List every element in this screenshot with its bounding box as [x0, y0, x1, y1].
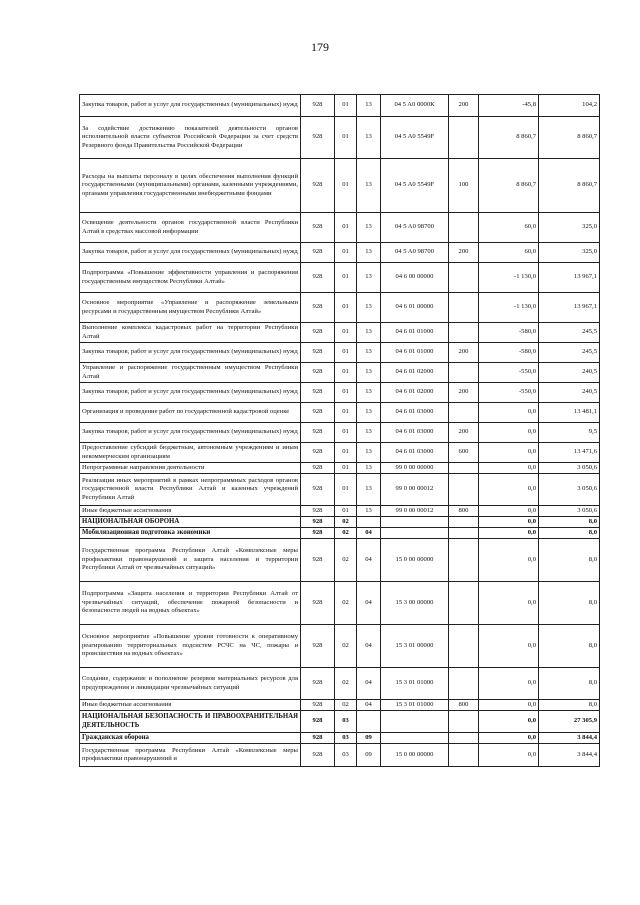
row-ved-code: 928	[301, 243, 335, 263]
row-ved-code: 928	[301, 263, 335, 293]
table-row	[80, 463, 600, 474]
row-name: Реализация иных мероприятий в рамках непрограммных расходов органов государственной власти Республики Алтай и казенных учреждений Республики Алтай	[80, 474, 301, 506]
row-subsection-code: 13	[357, 213, 381, 243]
row-subsection-code: 09	[357, 744, 381, 767]
row-section-code: 01	[335, 117, 357, 159]
row-ved-code: 928	[301, 528, 335, 539]
row-expense-type-code	[449, 293, 479, 323]
row-total-amount: 13 967,1	[539, 293, 600, 323]
row-subsection-code: 13	[357, 506, 381, 517]
row-section-code: 01	[335, 159, 357, 213]
row-change-amount: 0,0	[479, 700, 539, 711]
row-expense-type-code	[449, 528, 479, 539]
row-expense-type-code	[449, 539, 479, 582]
row-total-amount: 325,0	[539, 243, 600, 263]
table-row	[80, 744, 600, 767]
row-total-amount: 104,2	[539, 95, 600, 117]
row-total-amount: 8,0	[539, 528, 600, 539]
row-name: НАЦИОНАЛЬНАЯ БЕЗОПАСНОСТЬ И ПРАВООХРАНИТЕЛЬНАЯ ДЕЯТЕЛЬНОСТЬ	[80, 711, 301, 733]
row-subsection-code: 13	[357, 95, 381, 117]
row-section-code: 02	[335, 700, 357, 711]
row-target-article-code: 04 5 A0 98700	[381, 243, 449, 263]
row-ved-code: 928	[301, 582, 335, 625]
row-ved-code: 928	[301, 159, 335, 213]
table-row	[80, 528, 600, 539]
row-subsection-code: 04	[357, 625, 381, 668]
row-ved-code: 928	[301, 323, 335, 343]
row-subsection-code: 13	[357, 463, 381, 474]
row-name: Закупка товаров, работ и услуг для государственных (муниципальных) нужд	[80, 423, 301, 443]
row-section-code: 03	[335, 744, 357, 767]
row-subsection-code: 13	[357, 363, 381, 383]
row-expense-type-code: 200	[449, 343, 479, 363]
row-total-amount: 3 844,4	[539, 744, 600, 767]
row-change-amount: 0,0	[479, 403, 539, 423]
row-section-code: 01	[335, 506, 357, 517]
row-expense-type-code	[449, 323, 479, 343]
row-section-code: 01	[335, 343, 357, 363]
row-name: Государственная программа Республики Алтай «Комплексные меры профилактики правонарушений и защита населения и территории Республики Алтай от чрезвычайных ситуаций»	[80, 539, 301, 582]
row-change-amount: 0,0	[479, 423, 539, 443]
table-row	[80, 474, 600, 506]
row-expense-type-code	[449, 744, 479, 767]
table-row	[80, 403, 600, 423]
row-target-article-code	[381, 528, 449, 539]
row-ved-code: 928	[301, 117, 335, 159]
row-ved-code: 928	[301, 668, 335, 700]
row-target-article-code: 15 3 01 01000	[381, 668, 449, 700]
row-expense-type-code: 600	[449, 443, 479, 463]
row-subsection-code: 04	[357, 668, 381, 700]
row-section-code: 01	[335, 474, 357, 506]
table-row	[80, 343, 600, 363]
row-name: НАЦИОНАЛЬНАЯ ОБОРОНА	[80, 517, 301, 528]
row-section-code: 02	[335, 668, 357, 700]
row-subsection-code: 13	[357, 263, 381, 293]
row-change-amount: 60,0	[479, 213, 539, 243]
row-section-code: 01	[335, 363, 357, 383]
row-total-amount: 13 481,1	[539, 403, 600, 423]
row-name: Подпрограмма «Защита населения и территории Республики Алтай от чрезвычайных ситуаций, обеспечение пожарной безопасности и безопасности людей на водных объектах»	[80, 582, 301, 625]
row-expense-type-code	[449, 582, 479, 625]
row-change-amount: 0,0	[479, 582, 539, 625]
row-expense-type-code	[449, 711, 479, 733]
row-expense-type-code	[449, 668, 479, 700]
row-name: Непрограммные направления деятельности	[80, 463, 301, 474]
row-change-amount: 0,0	[479, 443, 539, 463]
row-change-amount: 60,0	[479, 243, 539, 263]
row-ved-code: 928	[301, 403, 335, 423]
row-name: Предоставление субсидий бюджетным, автономным учреждениям и иным некоммерческим организациям	[80, 443, 301, 463]
table-row	[80, 243, 600, 263]
row-total-amount: 8 860,7	[539, 159, 600, 213]
row-ved-code: 928	[301, 539, 335, 582]
row-name: Иные бюджетные ассигнования	[80, 506, 301, 517]
row-section-code: 02	[335, 528, 357, 539]
row-ved-code: 928	[301, 474, 335, 506]
row-target-article-code: 04 6 01 03000	[381, 423, 449, 443]
row-subsection-code	[357, 711, 381, 733]
row-ved-code: 928	[301, 711, 335, 733]
row-ved-code: 928	[301, 343, 335, 363]
row-expense-type-code: 800	[449, 700, 479, 711]
row-expense-type-code: 800	[449, 506, 479, 517]
row-change-amount: 0,0	[479, 744, 539, 767]
row-target-article-code: 99 0 00 00000	[381, 463, 449, 474]
row-subsection-code: 04	[357, 528, 381, 539]
table-row	[80, 213, 600, 243]
row-expense-type-code	[449, 403, 479, 423]
row-expense-type-code	[449, 733, 479, 744]
table-row	[80, 711, 600, 733]
row-name: Основное мероприятие «Управление и распоряжение земельными ресурсами и государственным имуществом Республики Алтай»	[80, 293, 301, 323]
row-name: Закупка товаров, работ и услуг для государственных (муниципальных) нужд	[80, 383, 301, 403]
row-target-article-code	[381, 711, 449, 733]
row-change-amount: 0,0	[479, 528, 539, 539]
row-total-amount: 245,5	[539, 343, 600, 363]
table-row	[80, 159, 600, 213]
row-ved-code: 928	[301, 625, 335, 668]
row-target-article-code: 04 6 01 00000	[381, 293, 449, 323]
row-change-amount: -580,0	[479, 343, 539, 363]
row-expense-type-code: 200	[449, 383, 479, 403]
row-ved-code: 928	[301, 95, 335, 117]
row-expense-type-code	[449, 117, 479, 159]
row-name: Расходы на выплаты персоналу в целях обеспечения выполнения функций государственными (муниципальными) органами, казенными учреждениями, органами управления государственными внебюджетными фондами	[80, 159, 301, 213]
row-target-article-code: 15 0 00 00000	[381, 744, 449, 767]
row-section-code: 01	[335, 213, 357, 243]
row-section-code: 03	[335, 733, 357, 744]
row-expense-type-code	[449, 263, 479, 293]
row-total-amount: 240,5	[539, 383, 600, 403]
row-total-amount: 8,0	[539, 517, 600, 528]
row-target-article-code: 04 5 A0 0000К	[381, 95, 449, 117]
table-row	[80, 517, 600, 528]
row-total-amount: 8,0	[539, 539, 600, 582]
row-target-article-code: 04 6 01 02000	[381, 383, 449, 403]
table-row	[80, 700, 600, 711]
row-subsection-code: 13	[357, 474, 381, 506]
row-expense-type-code	[449, 625, 479, 668]
row-section-code: 01	[335, 443, 357, 463]
row-section-code: 01	[335, 383, 357, 403]
row-total-amount: 8,0	[539, 582, 600, 625]
row-change-amount: -45,8	[479, 95, 539, 117]
row-subsection-code: 13	[357, 443, 381, 463]
row-name: Закупка товаров, работ и услуг для государственных (муниципальных) нужд	[80, 343, 301, 363]
row-expense-type-code	[449, 213, 479, 243]
row-name: Создание, содержание и пополнение резервов материальных ресурсов для предупреждения и ликвидации чрезвычайных ситуаций	[80, 668, 301, 700]
row-subsection-code: 13	[357, 343, 381, 363]
row-section-code: 02	[335, 625, 357, 668]
row-section-code: 03	[335, 711, 357, 733]
row-subsection-code: 13	[357, 323, 381, 343]
row-expense-type-code: 200	[449, 243, 479, 263]
row-ved-code: 928	[301, 463, 335, 474]
table-row	[80, 625, 600, 668]
row-change-amount: -550,0	[479, 383, 539, 403]
row-subsection-code: 13	[357, 383, 381, 403]
row-total-amount: 325,0	[539, 213, 600, 243]
row-section-code: 02	[335, 517, 357, 528]
row-name: За содействие достижению показателей деятельности органов исполнительной власти субъектов Российской Федерации за счет средств Резервного фонда Правительства Российской Федерации	[80, 117, 301, 159]
row-target-article-code	[381, 733, 449, 744]
page-number: 179	[311, 40, 329, 54]
row-ved-code: 928	[301, 293, 335, 323]
table-row	[80, 323, 600, 343]
row-total-amount: 9,5	[539, 423, 600, 443]
row-name: Управление и распоряжение государственным имуществом Республики Алтай	[80, 363, 301, 383]
row-target-article-code: 15 3 01 00000	[381, 625, 449, 668]
row-target-article-code: 99 0 00 00012	[381, 506, 449, 517]
budget-table	[79, 94, 600, 767]
row-subsection-code: 04	[357, 700, 381, 711]
row-subsection-code: 04	[357, 539, 381, 582]
row-name: Выполнение комплекса кадастровых работ на территории Республики Алтай	[80, 323, 301, 343]
row-section-code: 01	[335, 463, 357, 474]
row-target-article-code: 15 0 00 00000	[381, 539, 449, 582]
row-name: Подпрограмма «Повышение эффективности управления и распоряжения государственным имуществом Республики Алтай»	[80, 263, 301, 293]
row-name: Освещение деятельности органов государственной власти Республики Алтай в средствах массовой информации	[80, 213, 301, 243]
table-row	[80, 363, 600, 383]
row-ved-code: 928	[301, 517, 335, 528]
row-section-code: 01	[335, 323, 357, 343]
row-change-amount: 0,0	[479, 711, 539, 733]
row-target-article-code: 04 6 01 03000	[381, 443, 449, 463]
row-change-amount: 0,0	[479, 539, 539, 582]
table-row	[80, 263, 600, 293]
row-ved-code: 928	[301, 363, 335, 383]
row-name: Организация и проведение работ по государственной кадастровой оценке	[80, 403, 301, 423]
row-subsection-code: 04	[357, 582, 381, 625]
row-subsection-code: 09	[357, 733, 381, 744]
row-target-article-code: 04 5 A0 98700	[381, 213, 449, 243]
row-subsection-code: 13	[357, 403, 381, 423]
table-row	[80, 582, 600, 625]
row-change-amount: 0,0	[479, 506, 539, 517]
row-name: Закупка товаров, работ и услуг для государственных (муниципальных) нужд	[80, 243, 301, 263]
row-total-amount: 13 471,6	[539, 443, 600, 463]
row-section-code: 01	[335, 243, 357, 263]
row-name: Государственная программа Республики Алтай «Комплексные меры профилактики правонарушений и	[80, 744, 301, 767]
row-total-amount: 240,5	[539, 363, 600, 383]
table-row	[80, 95, 600, 117]
row-total-amount: 3 050,6	[539, 463, 600, 474]
row-section-code: 01	[335, 263, 357, 293]
row-change-amount: 8 860,7	[479, 117, 539, 159]
row-ved-code: 928	[301, 744, 335, 767]
row-expense-type-code	[449, 474, 479, 506]
row-ved-code: 928	[301, 733, 335, 744]
row-total-amount: 3 844,4	[539, 733, 600, 744]
table-row	[80, 668, 600, 700]
row-subsection-code: 13	[357, 243, 381, 263]
row-total-amount: 3 050,6	[539, 474, 600, 506]
row-change-amount: -580,0	[479, 323, 539, 343]
row-ved-code: 928	[301, 443, 335, 463]
row-target-article-code: 15 3 00 00000	[381, 582, 449, 625]
row-change-amount: -1 130,0	[479, 263, 539, 293]
row-expense-type-code	[449, 463, 479, 474]
row-ved-code: 928	[301, 700, 335, 711]
row-target-article-code: 04 6 01 01000	[381, 323, 449, 343]
row-target-article-code: 99 0 00 00012	[381, 474, 449, 506]
row-total-amount: 8 860,7	[539, 117, 600, 159]
row-subsection-code: 13	[357, 117, 381, 159]
row-section-code: 01	[335, 423, 357, 443]
row-change-amount: 0,0	[479, 474, 539, 506]
row-name: Мобилизационная подготовка экономики	[80, 528, 301, 539]
row-target-article-code: 04 6 01 01000	[381, 343, 449, 363]
row-expense-type-code	[449, 517, 479, 528]
row-section-code: 01	[335, 403, 357, 423]
row-expense-type-code: 200	[449, 95, 479, 117]
row-section-code: 01	[335, 95, 357, 117]
row-target-article-code: 04 5 A0 5549F	[381, 117, 449, 159]
row-total-amount: 8,0	[539, 668, 600, 700]
row-name: Гражданская оборона	[80, 733, 301, 744]
row-change-amount: 0,0	[479, 517, 539, 528]
row-total-amount: 3 050,6	[539, 506, 600, 517]
table-row	[80, 733, 600, 744]
row-expense-type-code: 100	[449, 159, 479, 213]
row-change-amount: 0,0	[479, 733, 539, 744]
row-subsection-code: 13	[357, 159, 381, 213]
row-expense-type-code	[449, 363, 479, 383]
row-target-article-code: 04 6 00 00000	[381, 263, 449, 293]
row-expense-type-code: 200	[449, 423, 479, 443]
row-target-article-code: 04 5 A0 5549F	[381, 159, 449, 213]
row-name: Закупка товаров, работ и услуг для государственных (муниципальных) нужд	[80, 95, 301, 117]
table-row	[80, 539, 600, 582]
row-change-amount: 8 860,7	[479, 159, 539, 213]
row-section-code: 02	[335, 582, 357, 625]
row-total-amount: 8,0	[539, 700, 600, 711]
table-row	[80, 506, 600, 517]
row-section-code: 01	[335, 293, 357, 323]
table-row	[80, 443, 600, 463]
table-row	[80, 383, 600, 403]
row-total-amount: 8,0	[539, 625, 600, 668]
row-change-amount: -550,0	[479, 363, 539, 383]
row-total-amount: 245,5	[539, 323, 600, 343]
row-total-amount: 27 305,9	[539, 711, 600, 733]
row-ved-code: 928	[301, 423, 335, 443]
table-row	[80, 293, 600, 323]
row-change-amount: 0,0	[479, 668, 539, 700]
budget-table-body	[80, 95, 600, 767]
row-target-article-code: 04 6 01 03000	[381, 403, 449, 423]
row-name: Иные бюджетные ассигнования	[80, 700, 301, 711]
row-change-amount: 0,0	[479, 463, 539, 474]
row-name: Основное мероприятие «Повышение уровня готовности к оперативному реагированию территориальных подсистем РСЧС на ЧС, пожары и происшествия на водных объектах»	[80, 625, 301, 668]
table-row	[80, 423, 600, 443]
row-target-article-code: 04 6 01 02000	[381, 363, 449, 383]
table-row	[80, 117, 600, 159]
row-total-amount: 13 967,1	[539, 263, 600, 293]
row-subsection-code: 13	[357, 293, 381, 323]
row-target-article-code	[381, 517, 449, 528]
row-ved-code: 928	[301, 383, 335, 403]
row-target-article-code: 15 3 01 01000	[381, 700, 449, 711]
row-change-amount: -1 130,0	[479, 293, 539, 323]
row-subsection-code: 13	[357, 423, 381, 443]
row-subsection-code	[357, 517, 381, 528]
row-change-amount: 0,0	[479, 625, 539, 668]
row-ved-code: 928	[301, 506, 335, 517]
row-ved-code: 928	[301, 213, 335, 243]
row-section-code: 02	[335, 539, 357, 582]
